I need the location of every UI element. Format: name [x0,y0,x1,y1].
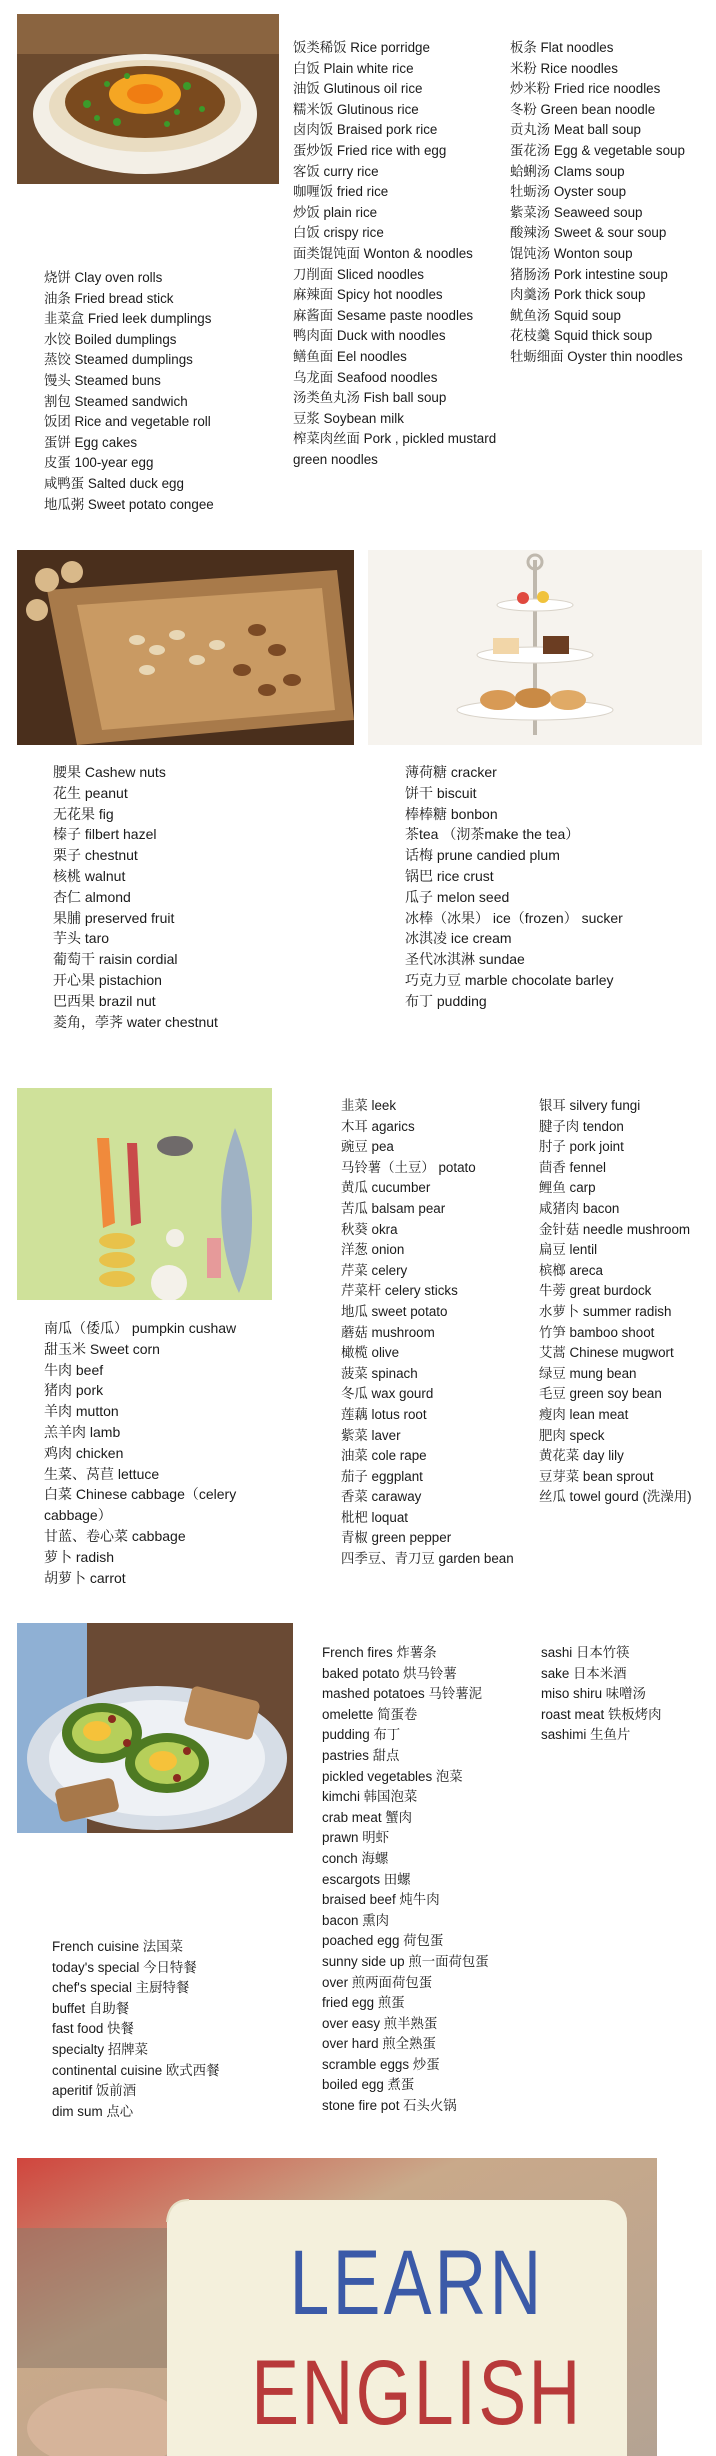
banner-english-text: ENGLISH [251,2342,583,2444]
word-entry: 无花果 fig [53,805,114,822]
word-entry: chef's special 主厨特餐 [52,1980,190,1996]
word-entry: 韭菜盒 Fried leek dumplings [44,311,212,327]
banner-learn-text: LEARN [289,2232,545,2334]
word-entry: 馄饨汤 Wonton soup [510,245,633,261]
word-entry: 榨菜肉丝面 Pork , pickled mustard green noodles [293,431,497,467]
word-entry: conch 海螺 [322,1850,389,1866]
word-entry: 冰淇凌 ice cream [405,930,512,947]
word-entry: 萝卜 radish [44,1548,115,1565]
word-entry: 豌豆 pea [341,1139,394,1155]
word-entry: poached egg 荷包蛋 [322,1933,444,1949]
word-entry: 饭团 Rice and vegetable roll [44,414,211,430]
word-entry: 菱角，荸荠 water chestnut [53,1013,218,1030]
word-entry: 乌龙面 Seafood noodles [293,369,438,385]
word-entry: 腰果 Cashew nuts [53,764,166,780]
word-entry: 羊肉 mutton [44,1403,119,1420]
word-entry: 豆芽菜 bean sprout [539,1468,654,1484]
word-entry: buffet 自助餐 [52,2000,130,2016]
word-entry: 胡萝卜 carrot [44,1569,126,1586]
word-entry: 油菜 cole rape [341,1448,427,1464]
word-entry: omelette 简蛋卷 [322,1706,418,1722]
word-entry: 鱿鱼汤 Squid soup [510,307,621,323]
word-entry: 饼干 biscuit [405,784,477,801]
word-entry: 蛋炒饭 Fried rice with egg [293,142,447,158]
word-entry: French cuisine 法国菜 [52,1939,183,1954]
word-entry: 肘子 pork joint [539,1139,624,1155]
word-entry: 馒头 Steamed buns [44,372,161,388]
word-entry: 冬粉 Green bean noodle [510,101,656,117]
word-entry: miso shiru 味噌汤 [541,1686,646,1702]
word-entry: 糯米饭 Glutinous rice [293,101,419,117]
word-entry: 咸鸭蛋 Salted duck egg [44,475,184,491]
word-entry: 青椒 green pepper [341,1530,452,1546]
word-entry: 黄花菜 day lily [539,1448,624,1464]
word-entry: 水饺 Boiled dumplings [44,331,177,347]
word-entry: 巧克力豆 marble chocolate barley [405,971,614,988]
word-entry: 白饭 Plain white rice [293,60,414,76]
word-entry: 地瓜 sweet potato [341,1303,448,1319]
word-entry: over hard 煎全熟蛋 [322,2036,436,2052]
word-entry: 苦瓜 balsam pear [341,1200,446,1216]
word-entry: 四季豆、青刀豆 garden bean [341,1551,514,1567]
word-entry: fried egg 煎蛋 [322,1995,405,2011]
meat-vegetable-word-list-2 [341,1096,521,1570]
word-entry: 米粉 Rice noodles [510,60,618,76]
word-entry: 鲤鱼 carp [539,1180,596,1196]
word-entry: 布丁 pudding [405,992,487,1009]
word-entry: 圣代冰淇淋 sundae [405,951,525,968]
word-entry: baked potato 烘马铃薯 [322,1665,457,1681]
word-entry: 榛子 filbert hazel [53,826,157,843]
nuts-word-list [53,762,353,1032]
word-entry: 蘑菇 mushroom [341,1324,435,1340]
noodle-soup-word-list [510,38,700,368]
word-entry: 冬瓜 wax gourd [341,1386,434,1402]
word-entry: 豆浆 Soybean milk [293,410,404,426]
word-entry: 瘦肉 lean meat [539,1406,629,1422]
word-entry: 板条 Flat noodles [510,40,614,55]
word-entry: sashimi 生鱼片 [541,1727,631,1743]
word-entry: 艾蒿 Chinese mugwort [539,1345,674,1361]
word-entry: 腱子肉 tendon [539,1118,624,1134]
word-entry: 秋葵 okra [341,1221,398,1237]
word-entry: 饭类稀饭 Rice porridge [293,40,430,55]
word-entry: 茄子 eggplant [341,1468,423,1484]
avocado-egg-photo [17,1623,293,1833]
word-entry: 汤类鱼丸汤 Fish ball soup [293,390,447,406]
word-entry: 猪肠汤 Pork intestine soup [510,266,668,282]
word-entry: 肥肉 speck [539,1427,605,1443]
word-entry: fast food 快餐 [52,2021,134,2037]
word-entry: 丝瓜 towel gourd (洗澡用) [539,1489,692,1505]
word-entry: pastries 甜点 [322,1747,400,1763]
word-entry: sashi 日本竹筷 [541,1645,630,1660]
word-entry: 肉羹汤 Pork thick soup [510,287,646,303]
word-entry: 鸡肉 chicken [44,1444,124,1461]
word-entry: pickled vegetables 泡菜 [322,1768,463,1784]
word-entry: 牛肉 beef [44,1361,104,1378]
word-entry: 菠菜 spinach [341,1365,418,1381]
word-entry: 扁豆 lentil [539,1242,598,1258]
word-entry: 芹菜 celery [341,1262,408,1278]
word-entry: 锅巴 rice crust [405,867,494,884]
word-entry: 紫菜 laver [341,1427,401,1443]
snacks-word-list [405,762,705,1012]
word-entry: 银耳 silvery fungi [539,1098,641,1113]
word-entry: 刀削面 Sliced noodles [293,266,424,282]
meat-vegetable-word-list-3 [539,1096,699,1508]
word-entry: 皮蛋 100-year egg [44,455,154,471]
word-entry: 南瓜（倭瓜） pumpkin cushaw [44,1320,237,1336]
word-entry: 割包 Steamed sandwich [44,393,188,409]
word-entry: 油饭 Glutinous oil rice [293,81,423,97]
word-entry: 生菜、莴苣 lettuce [44,1465,160,1482]
word-entry: scramble eggs 炒蛋 [322,2056,440,2072]
word-entry: 洋葱 onion [341,1242,405,1258]
word-entry: 油条 Fried bread stick [44,290,174,306]
word-entry: mashed potatoes 马铃薯泥 [322,1686,483,1702]
word-entry: stone fire pot 石头火锅 [322,2098,457,2114]
word-entry: 莲藕 lotus root [341,1406,427,1422]
word-entry: 麻辣面 Spicy hot noodles [293,287,443,303]
word-entry: over 煎两面荷包蛋 [322,1974,433,1990]
word-entry: today's special 今日特餐 [52,1959,197,1975]
word-entry: 地瓜粥 Sweet potato congee [44,496,214,512]
dessert-stand-photo [368,550,702,745]
word-entry: aperitif 饭前酒 [52,2083,137,2099]
word-entry: 蒸饺 Steamed dumplings [44,352,193,368]
word-entry: 咸猪肉 bacon [539,1200,620,1216]
word-entry: 芋头 taro [53,930,110,947]
word-entry: 茴香 fennel [539,1159,606,1175]
western-dishes-word-list [322,1643,532,2117]
rice-noodle-word-list [293,38,499,470]
word-entry: 香菜 caraway [341,1489,422,1505]
word-entry: 紫菜汤 Seaweed soup [510,204,643,220]
word-entry: 橄榄 olive [341,1345,400,1361]
word-entry: 卤肉饭 Braised pork rice [293,122,438,138]
word-entry: 甜玉米 Sweet corn [44,1340,160,1357]
word-entry: 韭菜 leek [341,1098,397,1113]
rice-bowl-photo [17,14,279,184]
word-entry: 炒米粉 Fried rice noodles [510,81,661,97]
word-entry: 瓜子 melon seed [405,888,510,905]
word-entry: 面类馄饨面 Wonton & noodles [293,245,473,261]
word-entry: 果脯 preserved fruit [53,909,175,926]
word-entry: 蛋花汤 Egg & vegetable soup [510,142,685,158]
word-entry: 鳝鱼面 Eel noodles [293,348,407,364]
word-entry: 酸辣汤 Sweet & sour soup [510,225,667,241]
word-entry: bacon 熏肉 [322,1912,389,1928]
word-entry: 核桃 walnut [53,867,126,884]
word-entry: 牛蒡 great burdock [539,1283,652,1299]
word-entry: 白饭 crispy rice [293,225,384,241]
word-entry: 葡萄干 raisin cordial [53,951,178,968]
word-entry: dim sum 点心 [52,2103,134,2119]
word-entry: continental cuisine 欧式西餐 [52,2062,220,2078]
word-entry: 鸭肉面 Duck with noodles [293,328,446,344]
word-entry: 黄瓜 cucumber [341,1180,431,1196]
word-entry: 话梅 prune candied plum [405,847,560,864]
word-entry: 栗子 chestnut [53,847,138,864]
word-entry: 枇杷 loquat [341,1509,408,1525]
word-entry: sunny side up 煎一面荷包蛋 [322,1953,489,1969]
word-entry: 开心果 pistachion [53,971,162,988]
word-entry: 甘蓝、卷心菜 cabbage [44,1527,186,1544]
vegetables-fish-photo [17,1088,272,1300]
word-entry: 金针菇 needle mushroom [539,1221,691,1237]
word-entry: 麻酱面 Sesame paste noodles [293,307,474,323]
word-entry: 竹笋 bamboo shoot [539,1324,655,1340]
word-entry: 牡蛎细面 Oyster thin noodles [510,348,683,364]
breakfast-word-list [44,268,284,515]
meat-vegetable-word-list-1 [44,1318,284,1588]
word-entry: 棒棒糖 bonbon [405,805,498,822]
word-entry: 花枝羹 Squid thick soup [510,328,653,344]
word-entry: prawn 明虾 [322,1830,389,1846]
word-entry: 毛豆 green soy bean [539,1386,662,1402]
word-entry: 客饭 curry rice [293,163,379,179]
word-entry: 木耳 agarics [341,1118,415,1134]
japanese-food-word-list [541,1643,706,1746]
nuts-photo [17,550,354,745]
word-entry: 贡丸汤 Meat ball soup [510,122,641,138]
word-entry: 槟榔 areca [539,1262,603,1278]
word-entry: 巴西果 brazil nut [53,992,156,1009]
word-entry: 咖喱饭 fried rice [293,184,389,200]
word-entry: braised beef 炖牛肉 [322,1892,440,1908]
word-entry: kimchi 韩国泡菜 [322,1789,418,1805]
word-entry: 薄荷糖 cracker [405,764,497,780]
word-entry: escargots 田螺 [322,1871,411,1887]
word-entry: 烧饼 Clay oven rolls [44,270,163,285]
word-entry: boiled egg 煮蛋 [322,2077,415,2093]
word-entry: 猪肉 pork [44,1382,104,1399]
word-entry: 芹菜杆 celery sticks [341,1283,458,1299]
word-entry: 白菜 Chinese cabbage（celery cabbage） [44,1486,237,1524]
word-entry: 绿豆 mung bean [539,1365,637,1381]
word-entry: 杏仁 almond [53,888,131,905]
word-entry: French fires 炸薯条 [322,1645,437,1660]
word-entry: 花生 peanut [53,784,128,801]
word-entry: roast meat 铁板烤肉 [541,1706,662,1722]
word-entry: 冰棒（冰果） ice（frozen） sucker [405,909,623,926]
word-entry: over easy 煎半熟蛋 [322,2015,438,2031]
word-entry: crab meat 蟹肉 [322,1809,413,1825]
word-entry: 蛤蜊汤 Clams soup [510,163,625,179]
word-entry: specialty 招牌菜 [52,2041,148,2057]
word-entry: sake 日本米酒 [541,1665,627,1681]
western-dining-word-list [52,1937,292,2122]
word-entry: 炒饭 plain rice [293,204,378,220]
word-entry: pudding 布丁 [322,1727,401,1743]
word-entry: 茶tea （沏茶make the tea） [405,826,580,843]
word-entry: 水萝卜 summer radish [539,1303,672,1319]
word-entry: 羔羊肉 lamb [44,1423,121,1440]
word-entry: 牡蛎汤 Oyster soup [510,184,627,200]
learn-english-banner [17,2158,657,2456]
word-entry: 蛋饼 Egg cakes [44,434,138,450]
word-entry: 马铃薯（土豆） potato [341,1159,476,1175]
